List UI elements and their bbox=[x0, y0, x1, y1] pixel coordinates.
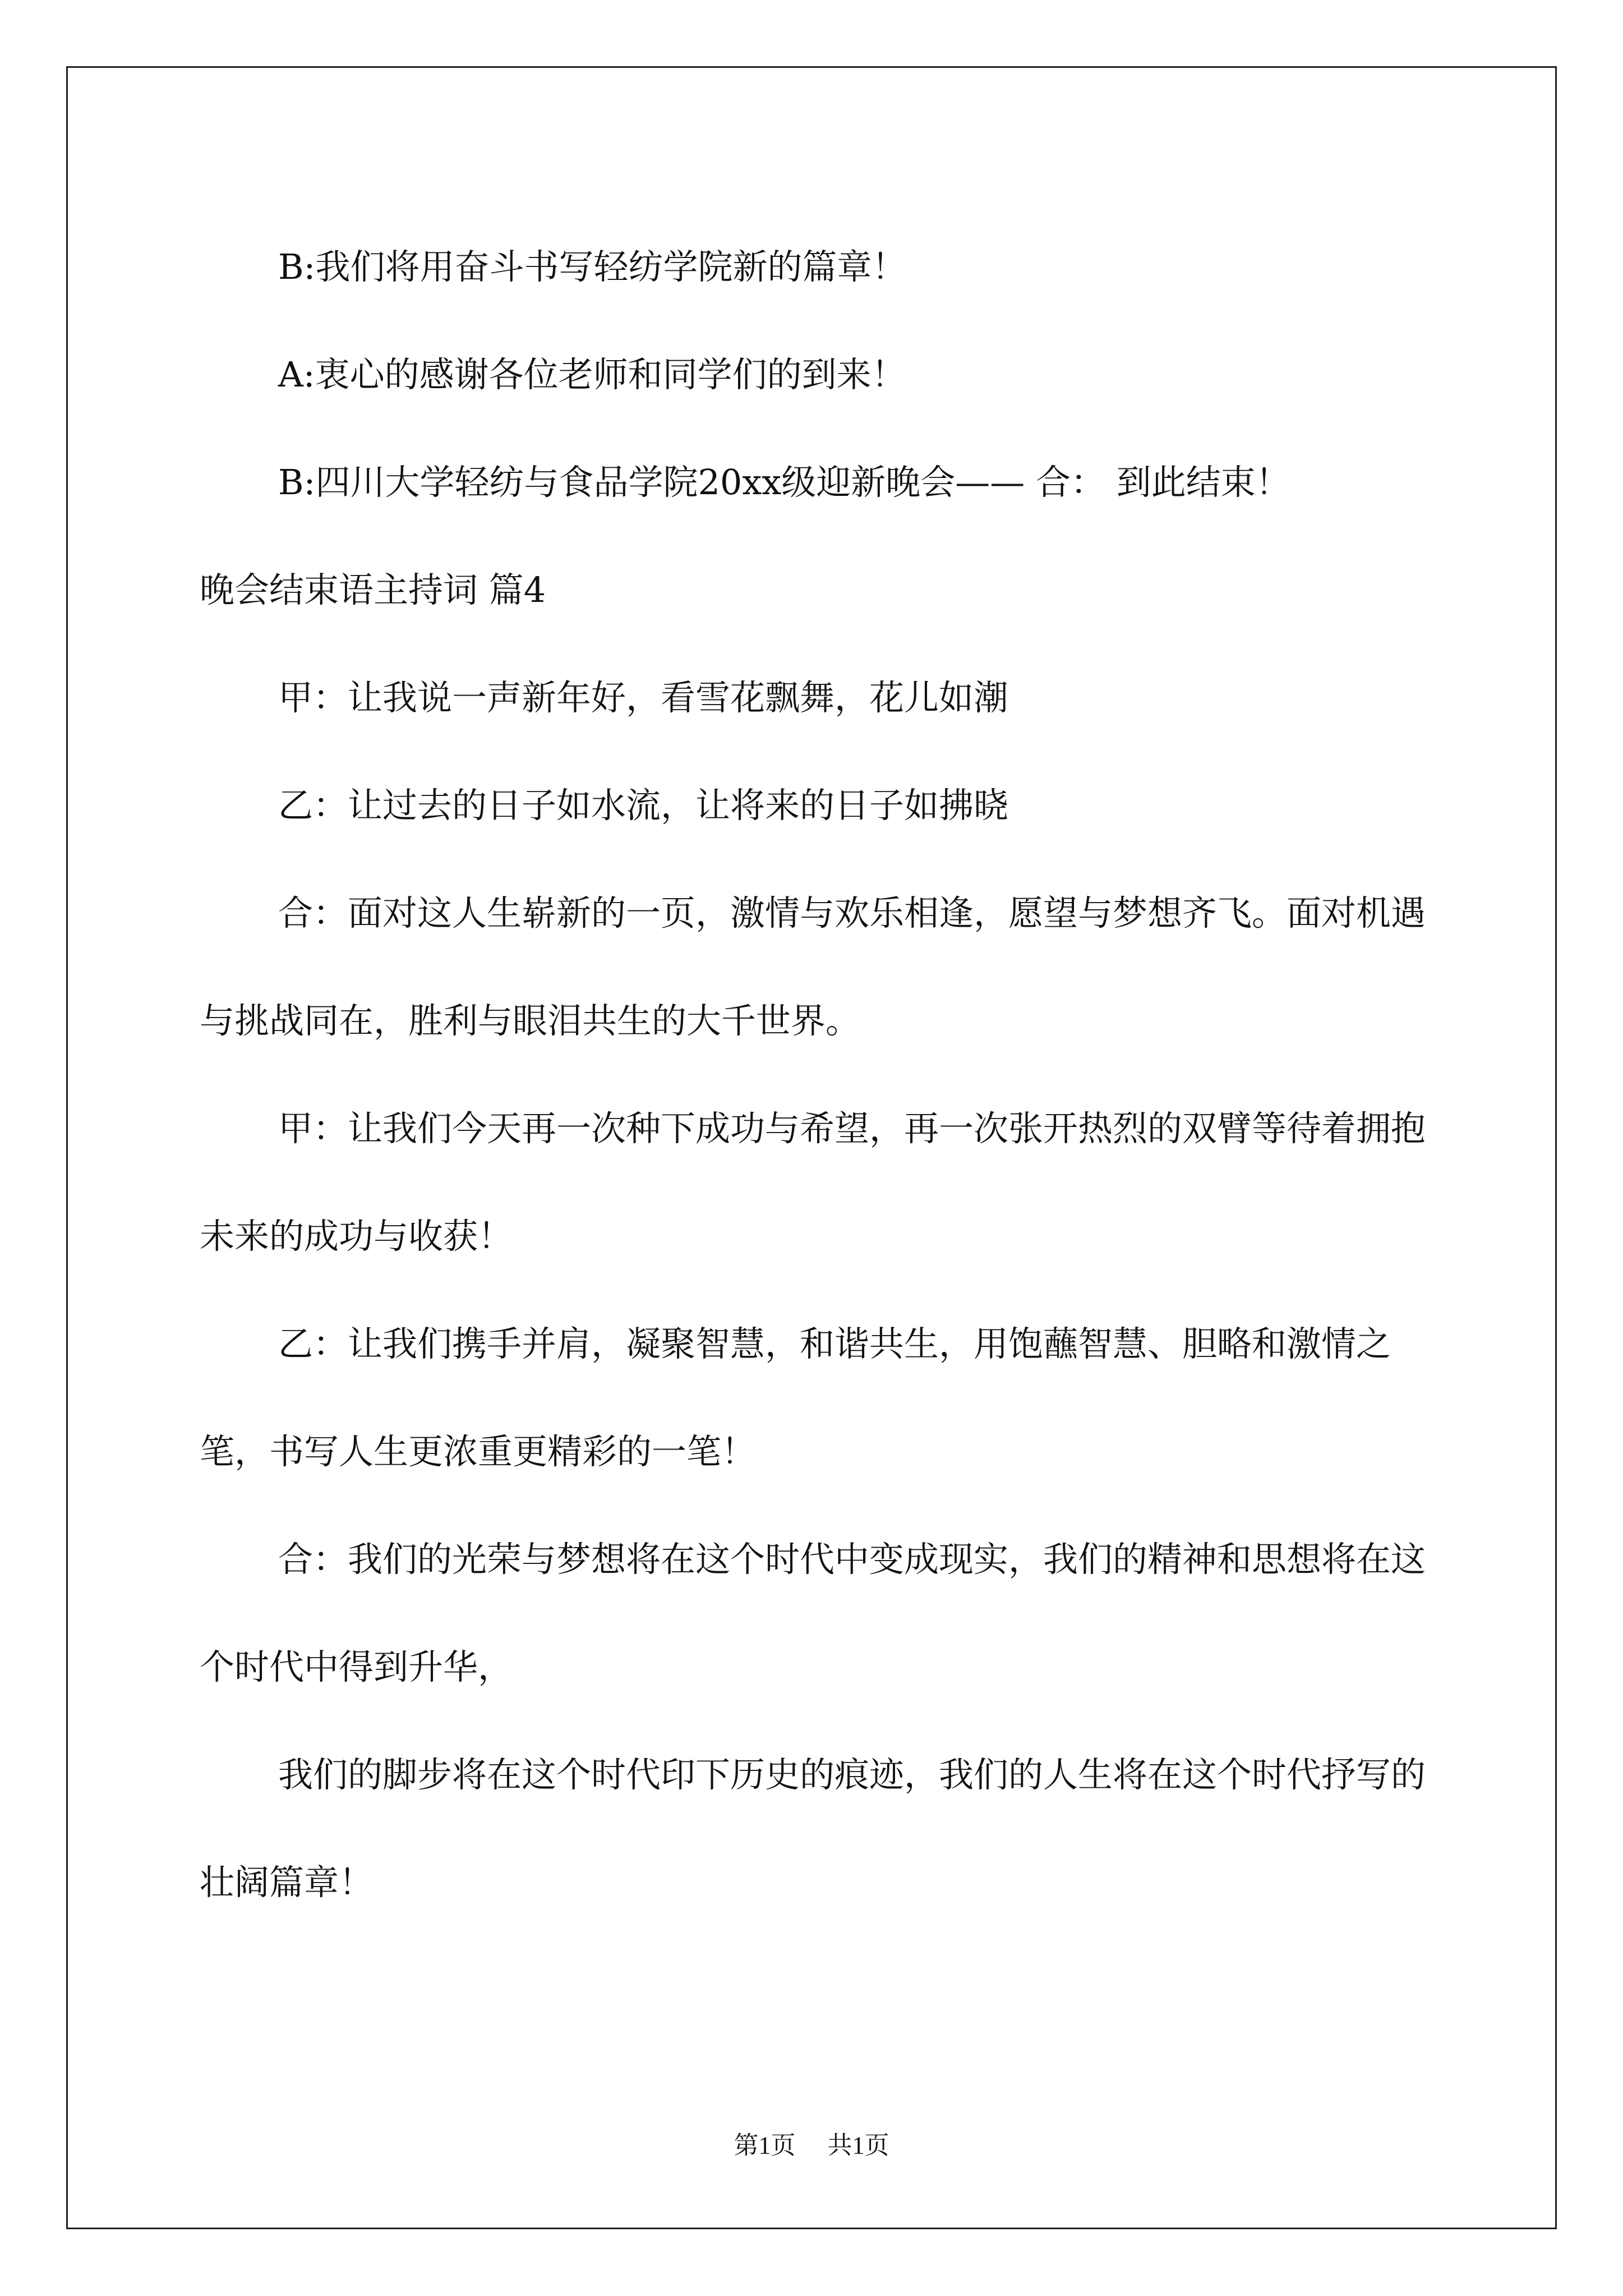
paragraph-closing: 我们的脚步将在这个时代印下历史的痕迹，我们的人生将在这个时代抒写的壮阔篇章！ bbox=[200, 1754, 1426, 1903]
paragraph-yi-2: 乙：让我们携手并肩，凝聚智慧，和谐共生，用饱蘸智慧、胆略和激情之笔，书写人生更浓重更精彩的一笔！ bbox=[200, 1323, 1391, 1472]
paragraph-jia-1: 甲：让我说一声新年好，看雪花飘舞，花儿如潮 bbox=[278, 677, 1009, 718]
paragraph-a-thanks: A:衷心的感谢各位老师和同学们的到来！ bbox=[278, 354, 906, 395]
paragraph-he-1: 合：面对这人生崭新的一页，激情与欢乐相逢，愿望与梦想齐飞。面对机遇与挑战同在，胜利与眼泪共生的大千世界。 bbox=[200, 892, 1426, 1041]
paragraph-b-end: B:四川大学轻纺与食品学院20xx级迎新晚会—— 合： 到此结束！ bbox=[278, 462, 1290, 503]
paragraph-he-2: 合：我们的光荣与梦想将在这个时代中变成现实，我们的精神和思想将在这个时代中得到升华， bbox=[200, 1539, 1426, 1687]
section-heading: 晚会结束语主持词 篇4 bbox=[200, 569, 546, 610]
page-number-total: 共1页 bbox=[827, 2132, 889, 2159]
paragraph-yi-1: 乙：让过去的日子如水流，让将来的日子如拂晓 bbox=[278, 785, 1009, 826]
paragraph-jia-2: 甲：让我们今天再一次种下成功与希望，再一次张开热烈的双臂等待着拥抱未来的成功与收获！ bbox=[200, 1108, 1426, 1257]
page-footer bbox=[0, 2125, 1623, 2161]
page-number-current: 第1页 bbox=[734, 2132, 796, 2159]
paragraph-b-closing: B:我们将用奋斗书写轻纺学院新的篇章！ bbox=[278, 246, 907, 287]
document-body bbox=[200, 213, 1428, 1936]
